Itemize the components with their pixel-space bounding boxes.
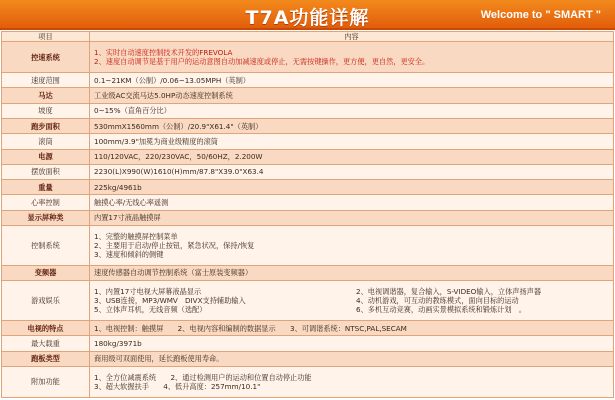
header-banner — [0, 0, 615, 30]
value-line: 4、动机游戏，可互动的教练模式，面向目标的运动 — [356, 296, 519, 306]
table-row — [2, 119, 614, 134]
row-label: 游戏娱乐 — [2, 281, 90, 321]
table-row — [2, 225, 614, 265]
value-line: 2、电视调谐器，复合输入，S-VIDEO输入，立体声扬声器 — [356, 286, 542, 296]
row-label: 速度范围 — [2, 73, 90, 88]
row-value — [90, 367, 614, 398]
two-column-line — [94, 296, 609, 305]
row-value: 2230(L)X990(W)1610(H)mm/87.8"X39.0"X63.4 — [90, 164, 614, 179]
value-line: 1、全方位减震系统 2、通过检测用户的运动和位置自动停止功能 — [94, 372, 312, 382]
row-value: 工业级AC交流马达5.0HP动态速度控制系统 — [90, 88, 614, 103]
row-label: 电视的特点 — [2, 321, 90, 336]
two-column-line — [94, 305, 609, 314]
value-line: 2、速度自动调节是基于用户的运动意图自动加减速度或停止，无需按键操作，更方便，更自然，更安全。 — [94, 57, 430, 67]
table-row — [2, 180, 614, 195]
row-value: 触摸心率/无线心率遥测 — [90, 195, 614, 210]
table-row — [2, 134, 614, 149]
value-line: 6、多机互动竞赛，动画实景模拟系统和锻炼计划 。 — [356, 305, 526, 315]
table-row — [2, 73, 614, 88]
table-row — [2, 164, 614, 179]
row-value — [90, 42, 614, 73]
table-row — [2, 195, 614, 210]
row-label: 变频器 — [2, 265, 90, 280]
column-header-content: 内容 — [90, 32, 614, 42]
two-column-line — [94, 287, 609, 296]
row-value: 速度传感器自动调节控制系统（富士原装变频器） — [90, 265, 614, 280]
row-value — [90, 281, 614, 321]
row-value: 225kg/4961b — [90, 180, 614, 195]
row-value: 100mm/3.9"加冕为商业级精度的滚筒 — [90, 134, 614, 149]
table-row — [2, 149, 614, 164]
value-line: 2、主要用于启动/停止按钮，紧急状况，保持/恢复 — [94, 240, 255, 250]
row-label: 心率控制 — [2, 195, 90, 210]
table-row — [2, 281, 614, 321]
row-value: 0~15%（直角百分比） — [90, 103, 614, 118]
row-value: 530mmX1560mm（公制）/20.9"X61.4"（英制） — [90, 119, 614, 134]
table-row — [2, 367, 614, 398]
value-line: 5、立体声耳机，无线音频（选配） — [94, 305, 207, 315]
table-row — [2, 265, 614, 280]
value-line: 3、速度和倾斜的侧键 — [94, 249, 164, 259]
value-line: 3、超大软握扶手 4、低升高度：257mm/10.1" — [94, 382, 261, 391]
row-label: 电源 — [2, 149, 90, 164]
welcome-text: Welcome to " SMART " — [480, 9, 601, 21]
value-line: 1、实时自动速度控制技术开发的FREVOLA — [94, 48, 233, 57]
column-header-item: 项目 — [2, 32, 90, 42]
row-label: 控速系统 — [2, 42, 90, 73]
table-row — [2, 103, 614, 118]
row-value: 内置17寸液晶触摸屏 — [90, 210, 614, 225]
row-value: 商用级可双面使用，延长跑板使用寿命。 — [90, 351, 614, 366]
value-line: 3、USB连接，MP3/WMV DIVX支持辅助输入 — [94, 296, 246, 306]
row-label: 摆放面积 — [2, 164, 90, 179]
value-line: 1、完整的触摸屏控制菜单 — [94, 231, 178, 241]
row-label: 滚筒 — [2, 134, 90, 149]
table-row — [2, 321, 614, 336]
row-label: 坡度 — [2, 103, 90, 118]
table-row — [2, 351, 614, 366]
table-row — [2, 42, 614, 73]
row-label: 跑步面积 — [2, 119, 90, 134]
row-value: 0.1~21KM（公制）/0.06~13.05MPH（英制） — [90, 73, 614, 88]
row-value: 1、电视控制：触摸屏 2、电视内容和编制的数据显示 3、可调谐系统：NTSC,PAL,SECAM — [90, 321, 614, 336]
row-label: 最大载重 — [2, 336, 90, 351]
table-row — [2, 210, 614, 225]
row-value: 110/120VAC，220/230VAC，50/60HZ，2.200W — [90, 149, 614, 164]
row-value: 180kg/3971b — [90, 336, 614, 351]
row-label: 跑板类型 — [2, 351, 90, 366]
page-title: T7A功能详解 — [245, 7, 370, 29]
row-label: 控制系统 — [2, 225, 90, 265]
row-value — [90, 225, 614, 265]
row-label: 重量 — [2, 180, 90, 195]
table-row — [2, 88, 614, 103]
value-line: 1、内置17寸电视大屏幕液晶显示 — [94, 286, 202, 296]
spec-table — [1, 31, 614, 398]
table-row — [2, 336, 614, 351]
row-label: 马达 — [2, 88, 90, 103]
row-label: 附加功能 — [2, 367, 90, 398]
row-label: 显示屏种类 — [2, 210, 90, 225]
